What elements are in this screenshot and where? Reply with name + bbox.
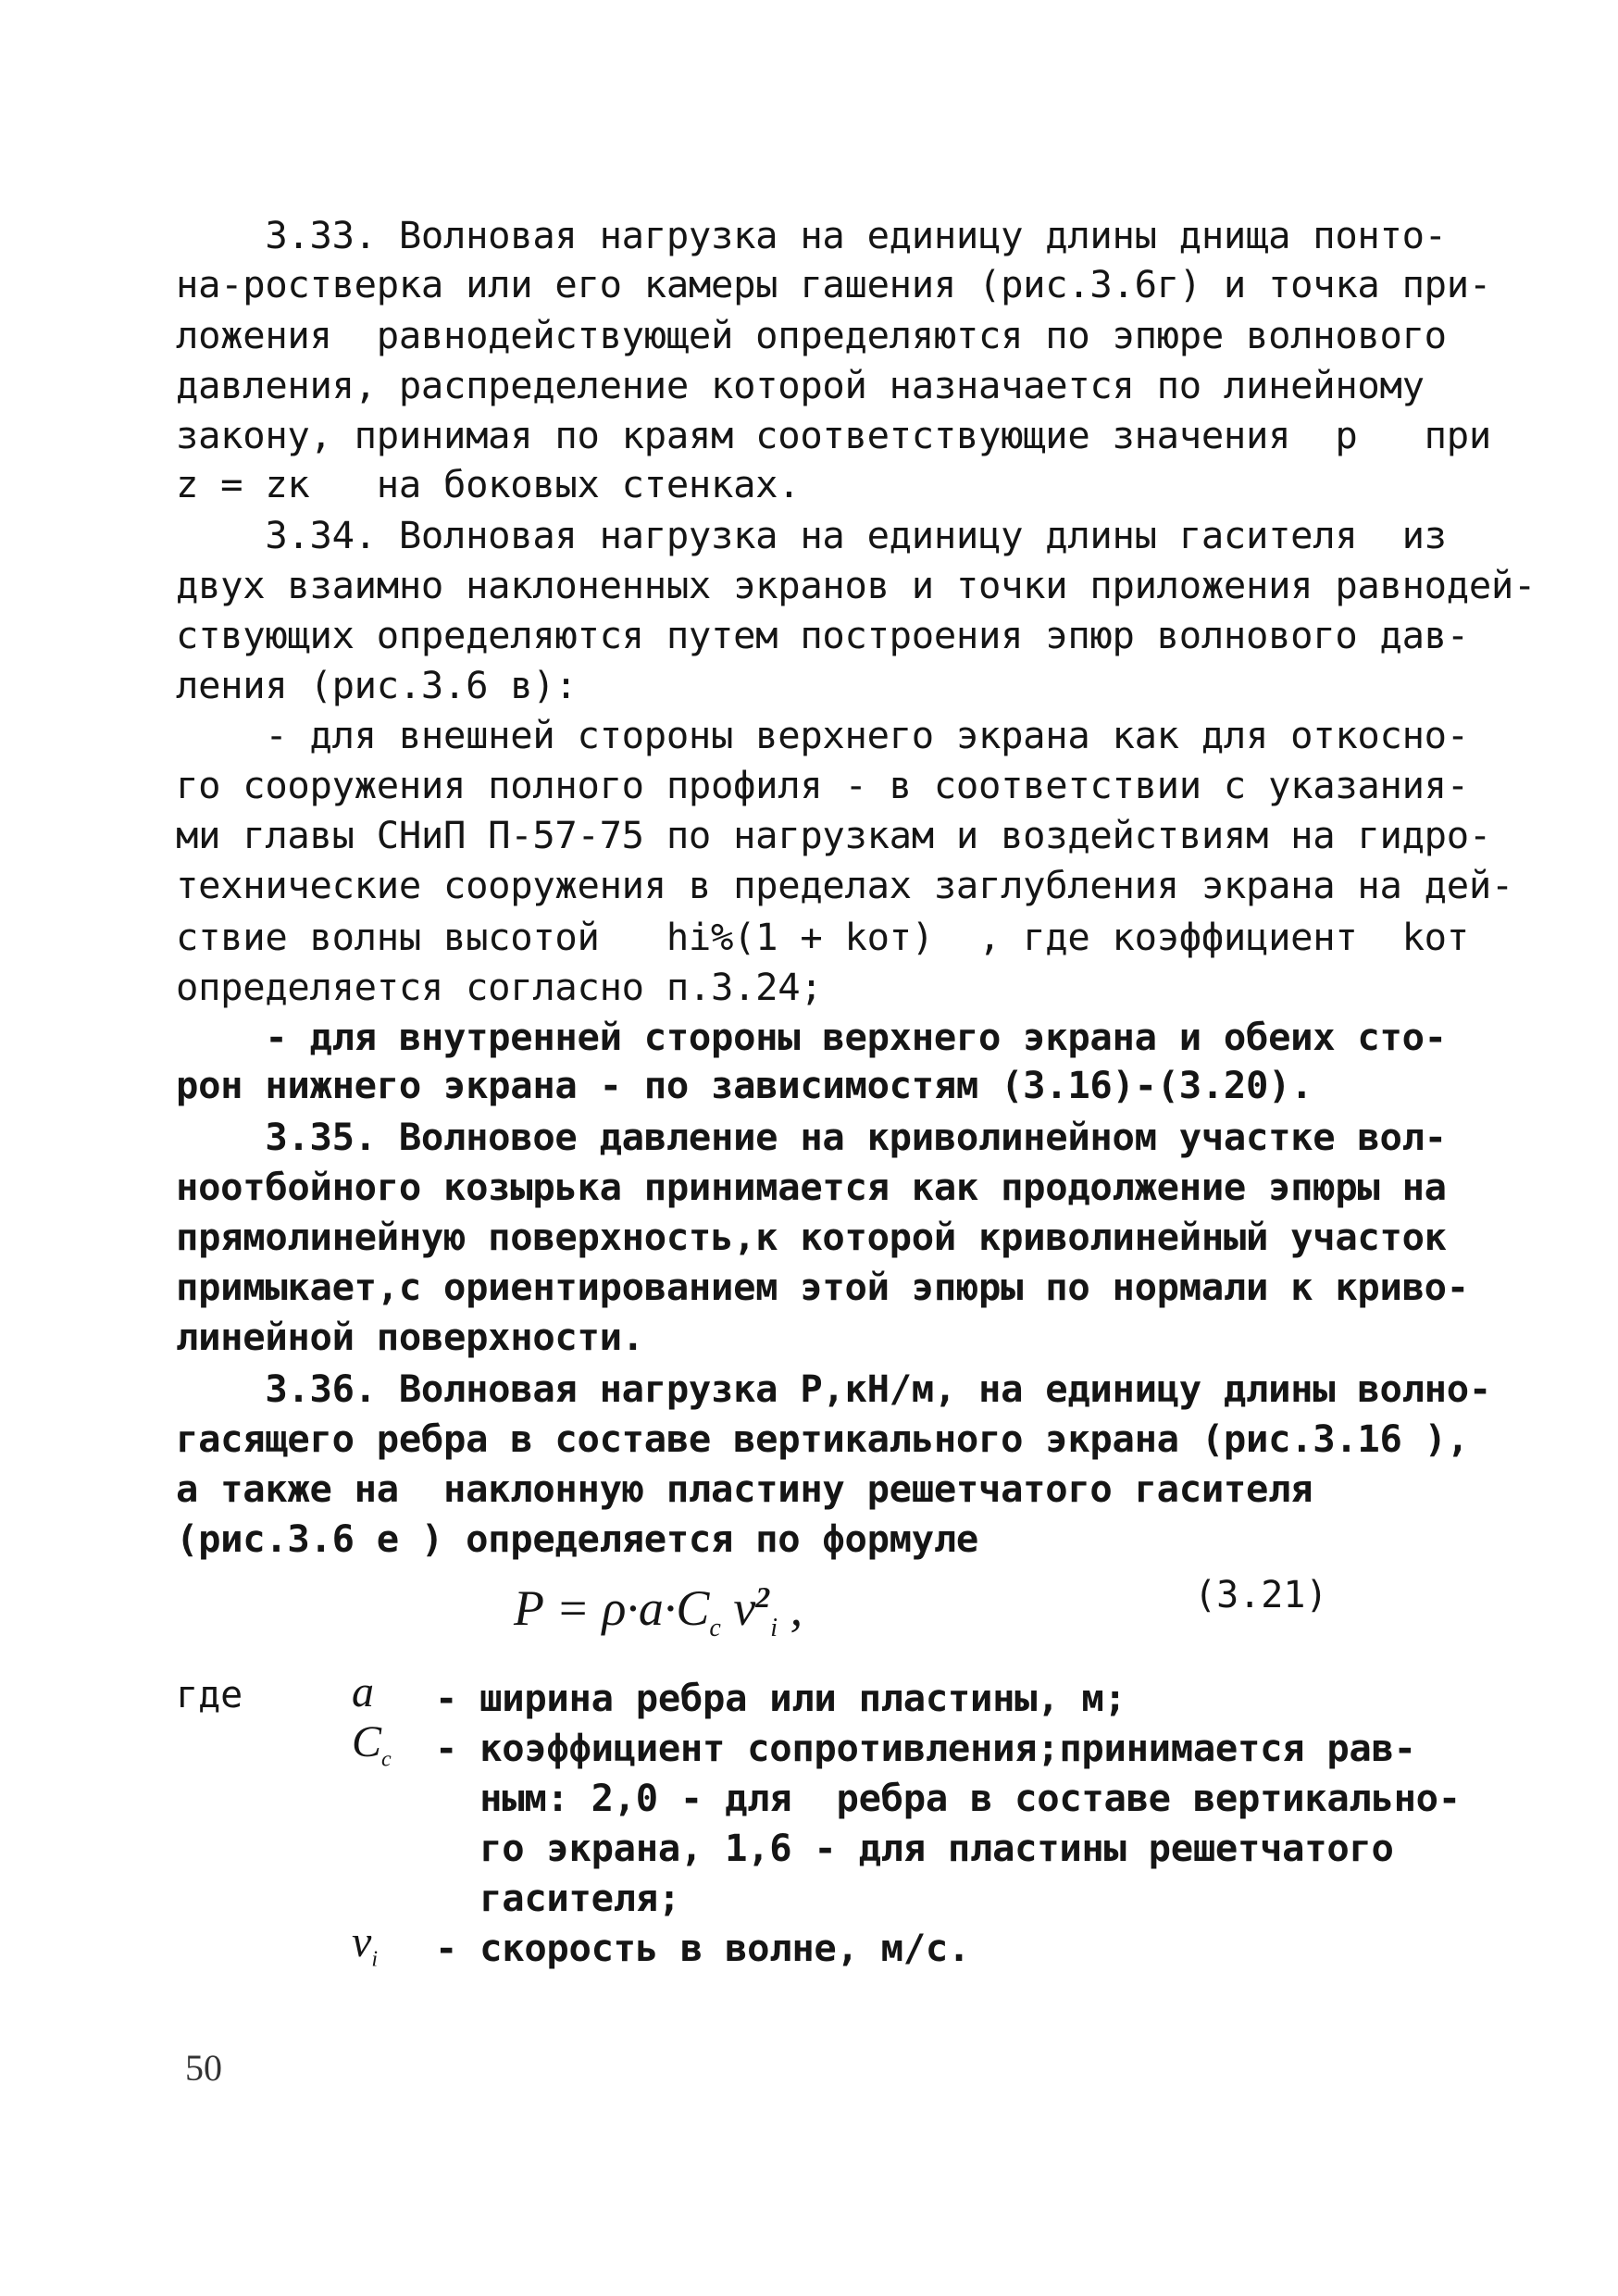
text-line: - для внутренней стороны верхнего экрана и обеих сто-: [176, 1015, 1447, 1059]
formula-sub-i: i: [770, 1613, 778, 1642]
formula-lhs: P = ρ·a·C: [514, 1580, 710, 1636]
symbol-main: C: [352, 1717, 382, 1766]
definition-text: - ширина ребра или пластины, м;: [435, 1676, 1126, 1720]
text-line: - для внешней стороны верхнего экрана как для откосно-: [176, 713, 1469, 757]
symbol-sub: i: [371, 1947, 378, 1972]
symbol-main: a: [352, 1667, 374, 1716]
definition-symbol: [352, 1716, 392, 1773]
text-line: прямолинейную поверхность,к которой криволинейный участок: [176, 1215, 1447, 1259]
text-line: (рис.3.6 е ) определяется по формуле: [176, 1516, 978, 1561]
where-label: где: [176, 1674, 243, 1716]
symbol-sub: c: [381, 1747, 392, 1772]
text-line: z = zк на боковых стенках.: [176, 462, 801, 506]
text-line: ми главы СНиП П-57-75 по нагрузкам и воздействиям на гидро-: [176, 813, 1491, 857]
text-line: 3.35. Волновое давление на криволинейном участке вол-: [176, 1115, 1447, 1159]
formula-3-21: [514, 1565, 803, 1661]
page-number: 50: [185, 2047, 222, 2089]
definition-text: го экрана, 1,6 - для пластины решетчатого: [435, 1826, 1394, 1870]
text-line: ноотбойного козырька принимается как продолжение эпюры на: [176, 1165, 1447, 1209]
text-line: рон нижнего экрана - по зависимостям (3.16)-(3.20).: [176, 1063, 1313, 1107]
text-line: ложения равнодействующей определяются по эпюре волнового: [176, 313, 1447, 357]
text-line: ления (рис.3.6 в):: [176, 663, 578, 707]
text-line: 3.36. Волновая нагрузка P,кН/м, на единицу длины волно-: [176, 1366, 1491, 1411]
text-line: закону, принимая по краям соответствующие значения p при: [176, 413, 1491, 457]
text-line: двух взаимно наклоненных экранов и точки приложения равнодей-: [176, 563, 1537, 607]
formula-sup: 2: [755, 1580, 771, 1614]
text-line: примыкает,с ориентированием этой эпюры по нормали к криво-: [176, 1265, 1469, 1309]
formula-sub-c: c: [709, 1613, 721, 1642]
definition-symbol: [352, 1666, 374, 1717]
text-line: гасящего ребра в составе вертикального экрана (рис.3.16 ),: [176, 1416, 1469, 1461]
symbol-main: v: [352, 1917, 372, 1966]
formula-v: v: [720, 1580, 756, 1636]
formula-number: (3.21): [1194, 1574, 1328, 1616]
text-line: ствующих определяются путем построения эпюр волнового дав-: [176, 613, 1469, 657]
text-line: 3.33. Волновая нагрузка на единицу длины днища понто-: [176, 213, 1447, 257]
text-line: 3.34. Волновая нагрузка на единицу длины гасителя из: [176, 513, 1447, 557]
definition-text: гасителя;: [435, 1876, 680, 1920]
text-line: линейной поверхности.: [176, 1315, 644, 1359]
definition-text: - скорость в волне, м/с.: [435, 1926, 970, 1970]
definition-text: ным: 2,0 - для ребра в составе вертикально-: [435, 1776, 1461, 1820]
text-line: технические сооружения в пределах заглубления экрана на дей-: [176, 863, 1513, 907]
text-line: на-ростверка или его камеры гашения (рис.3.6г) и точка при-: [176, 262, 1491, 306]
text-line: а также на наклонную пластину решетчатого гасителя: [176, 1466, 1313, 1511]
definition-text: - коэффициент сопротивления;принимается рав-: [435, 1726, 1416, 1770]
text-line: го сооружения полного профиля - в соответствии с указания-: [176, 763, 1469, 807]
text-line: ствие волны высотой hi%(1 + kот) , где коэффициент kот: [176, 915, 1469, 959]
text-line: определяется согласно п.3.24;: [176, 965, 823, 1009]
definition-symbol: [352, 1916, 378, 1973]
formula-tail: ,: [778, 1580, 803, 1636]
text-line: давления, распределение которой назначается по линейному: [176, 363, 1425, 407]
